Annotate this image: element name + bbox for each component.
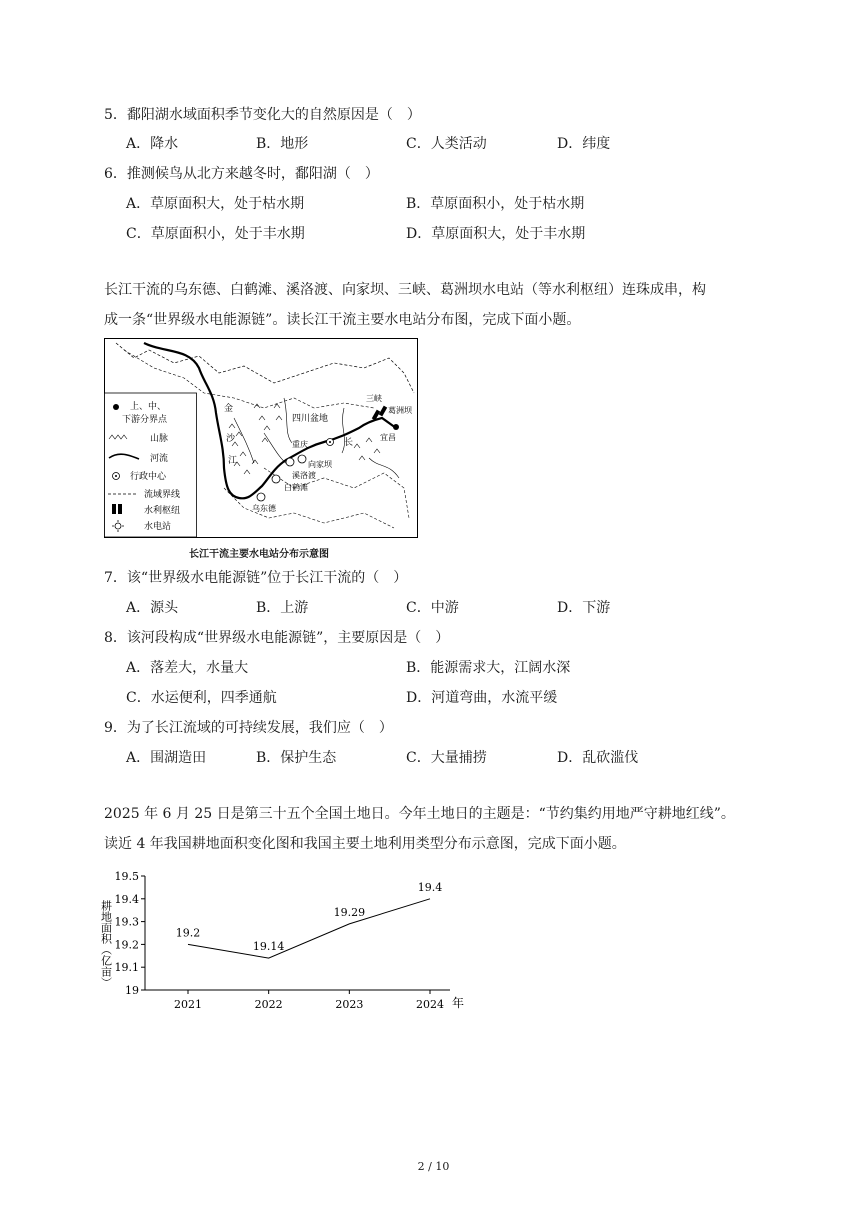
y-tick-label: 19 [125,984,139,997]
q9-option-a: A．围湖造田 [126,750,207,766]
map-caption: 长江干流主要水电站分布示意图 [189,549,329,560]
legend-divide-point-2: 下游分界点 [122,415,168,425]
question-9-stem: 9．为了长江流域的可持续发展，我们应（ ） [104,720,393,736]
label-sichuan-basin: 四川盆地 [292,414,329,424]
data-label: 19.4 [417,880,443,894]
question-5-stem: 5．鄱阳湖水域面积季节变化大的自然原因是（ ） [104,107,421,123]
legend-hydropower: 水电站 [144,522,172,532]
y-tick-label: 19.1 [114,961,139,975]
label-wudongde: 乌东德 [252,504,276,513]
q8-option-d: D．河道弯曲，水流平缓 [406,690,558,706]
passage-3-line-1: 2025 年 6 月 25 日是第三十五个全国土地日。今年土地日的主题是：“节约集约用地严守耕地红线”。 [104,806,735,822]
hydropower-map [104,338,418,538]
label-jin: 金 [224,404,234,414]
q6-option-a: A．草原面积大，处于枯水期 [126,196,305,212]
q7-option-a: A．源头 [126,600,179,616]
q5-option-a: A．降水 [126,136,179,152]
q5-option-c: C．人类活动 [406,136,487,152]
label-xiluodu: 溪洛渡 [292,471,316,480]
label-chang: 长 [344,438,354,448]
data-label: 19.14 [252,940,285,954]
question-6-stem: 6．推测候鸟从北方来越冬时，鄱阳湖（ ） [104,166,379,182]
label-jiang: 江 [228,456,238,466]
passage-3-line-2: 读近 4 年我国耕地面积变化图和我国主要土地利用类型分布示意图，完成下面小题。 [104,836,626,852]
passage-2-line-1: 长江干流的乌东德、白鹤滩、溪洛渡、向家坝、三峡、葛洲坝水电站（等水利枢纽）连珠成串，构 [104,282,706,298]
page-number: 2 / 10 [417,1160,450,1173]
legend-basin-boundary: 流域界线 [144,490,181,500]
x-tick-label: 2023 [335,998,364,1011]
q8-option-c: C．水运便利，四季通航 [126,690,277,706]
x-tick-label: 2022 [254,998,283,1011]
y-tick-label: 19.5 [114,870,139,883]
label-sanxia: 三峡 [366,394,382,403]
y-axis-label: 耕地面积（亿亩） [100,900,113,988]
q8-option-b: B．能源需求大，江阔水深 [406,660,571,676]
y-tick-label: 19.3 [114,915,139,929]
q7-option-c: C．中游 [406,600,459,616]
label-chongqing: 重庆 [292,440,308,449]
q7-option-d: D．下游 [557,600,611,616]
q6-option-c: C．草原面积小，处于丰水期 [126,226,305,242]
series-line [188,899,430,958]
data-label: 19.29 [333,905,366,919]
question-8-stem: 8．该河段构成“世界级水电能源链”，主要原因是（ ） [104,630,450,646]
legend-divide-point: 上、中、 [130,402,167,412]
q7-option-b: B．上游 [256,600,309,616]
legend-river: 河流 [150,454,169,464]
label-yichang: 宜昌 [380,433,396,442]
x-tick-label: 2024 [416,998,444,1011]
q8-option-a: A．落差大，水量大 [126,660,249,676]
label-baihetan: 白鹤滩 [284,483,308,492]
farmland-area-chart [100,866,480,1016]
data-label: 19.2 [175,926,201,940]
x-tick-label: 2021 [174,998,202,1011]
y-tick-label: 19.2 [114,938,139,952]
legend-mountain: 山脉 [150,434,169,444]
x-axis-label: 年 [452,996,465,1010]
label-xiangjiaba: 向家坝 [308,460,332,469]
q9-option-d: D．乱砍滥伐 [557,750,639,766]
legend-water-project: 水利枢纽 [144,506,181,516]
label-gezhouba: 葛洲坝 [388,406,412,415]
q5-option-b: B．地形 [256,136,309,152]
question-7-stem: 7．该“世界级水电能源链”位于长江干流的（ ） [104,570,408,586]
passage-2-line-2: 成一条“世界级水电能源链”。读长江干流主要水电站分布图，完成下面小题。 [104,312,581,328]
q9-option-b: B．保护生态 [256,750,337,766]
label-sha: 沙 [226,434,236,444]
q9-option-c: C．大量捕捞 [406,750,487,766]
legend-admin-center: 行政中心 [130,472,167,482]
q6-option-b: B．草原面积小，处于枯水期 [406,196,585,212]
q5-option-d: D．纬度 [557,136,611,152]
q6-option-d: D．草原面积大，处于丰水期 [406,226,586,242]
y-tick-label: 19.4 [114,892,139,906]
